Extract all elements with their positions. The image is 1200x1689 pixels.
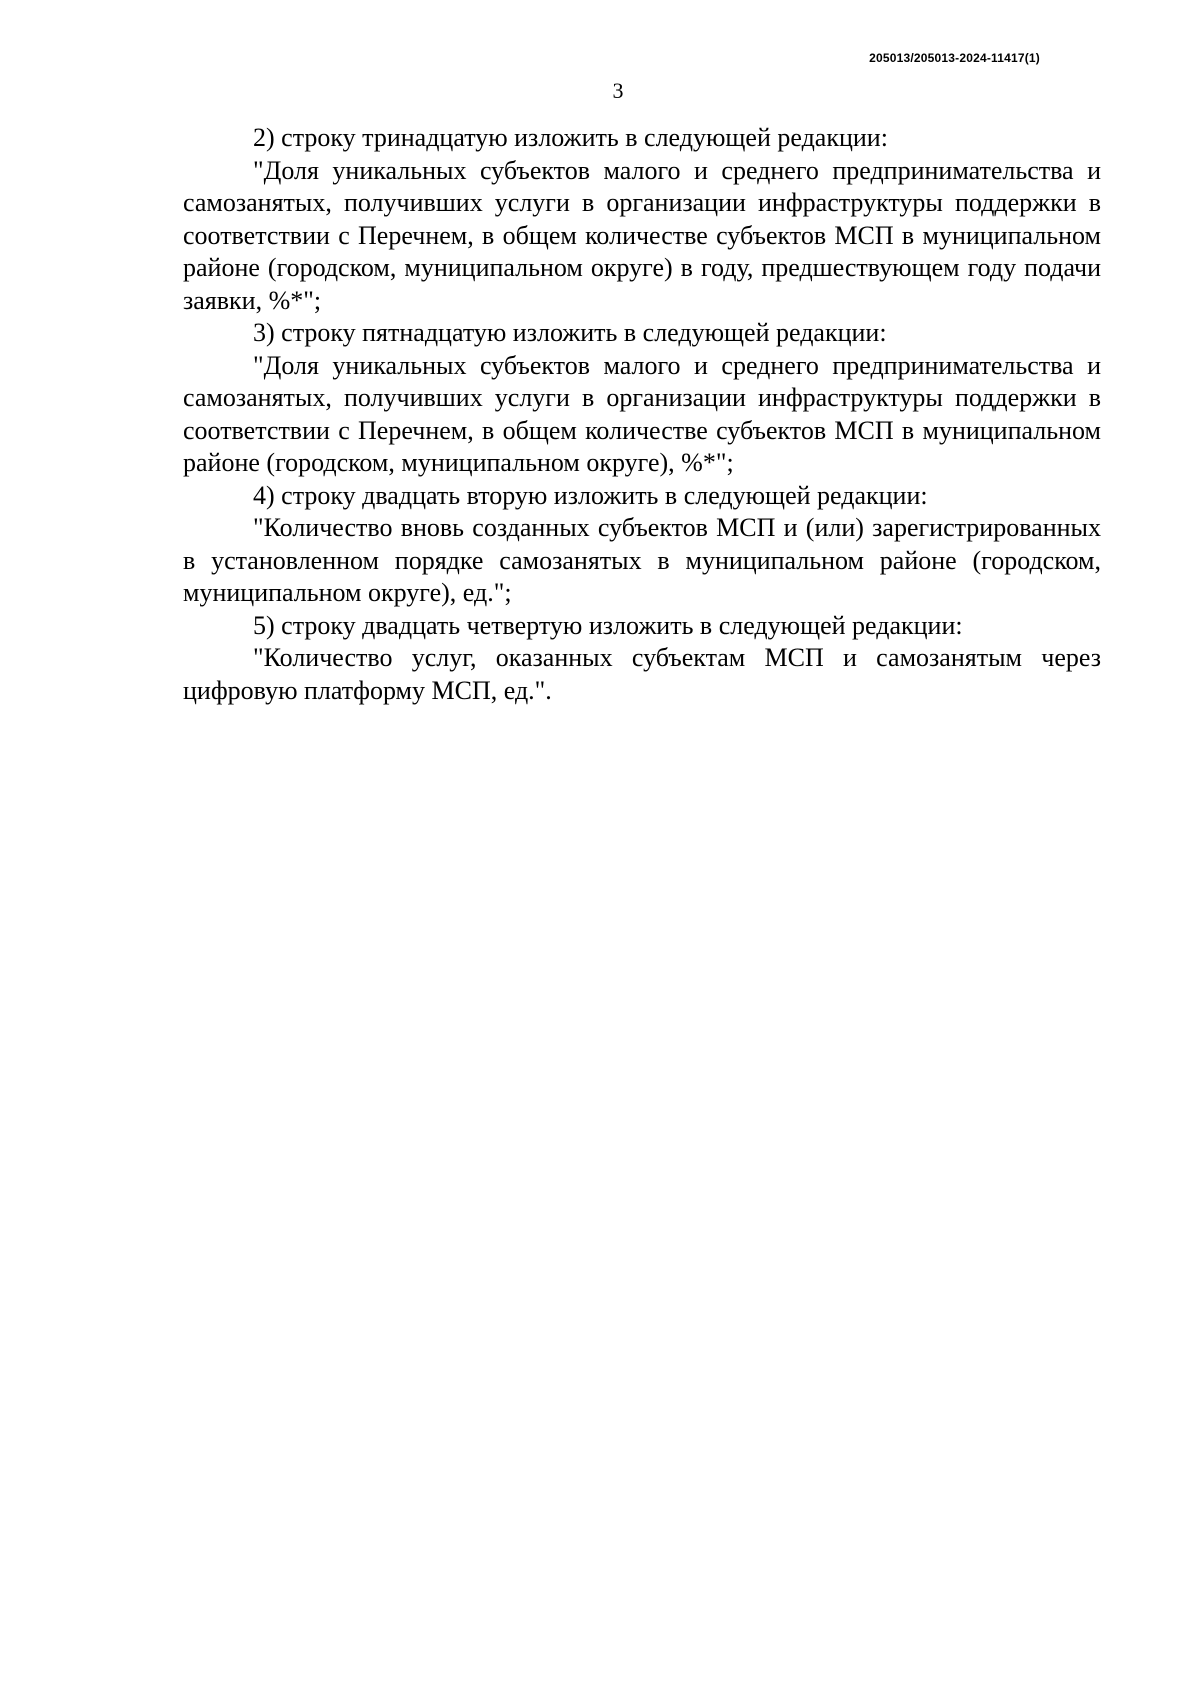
page-number: 3 xyxy=(612,78,624,103)
amendment-item-15: 3) строку пятнадцатую изложить в следующей редакции: xyxy=(253,318,887,347)
amendment-text-15: "Доля уникальных субъектов малого и среднего предпринимательства и самозанятых, получивших услуги в организации инфраструктуры поддержки в соответствии с Перечнем, в общем количестве субъектов МСП в муниципальном районе (городском, муниципальном округе), %*"; xyxy=(183,350,1101,477)
amendment-item-22: 4) строку двадцать вторую изложить в следующей редакции: xyxy=(253,480,928,510)
amendment-text-22: "Количество вновь созданных субъектов МСП и (или) зарегистрированных в установленном порядке самозанятых в муниципальном районе (городском, муниципальном округе), ед."; xyxy=(183,513,1101,607)
document-registration-number: 205013/205013-2024-11417(1) xyxy=(869,51,1040,65)
amendment-text-13: "Доля уникальных субъектов малого и среднего предпринимательства и самозанятых, получивших услуги в организации инфраструктуры поддержки в соответствии с Перечнем, в общем количестве субъектов МСП в муниципальном районе (городском, муниципальном округе) в году, предшествующем году подачи заявки, %*"; xyxy=(183,155,1101,315)
amendment-item-24: 5) строку двадцать четвертую изложить в следующей редакции: xyxy=(253,610,963,640)
document-body xyxy=(183,122,1101,707)
amendment-text-24: "Количество услуг, оказанных субъектам МСП и самозанятым через цифровую платформу МСП, ед.". xyxy=(183,643,1101,705)
amendment-item-13: 2) строку тринадцатую изложить в следующей редакции: xyxy=(253,123,888,152)
